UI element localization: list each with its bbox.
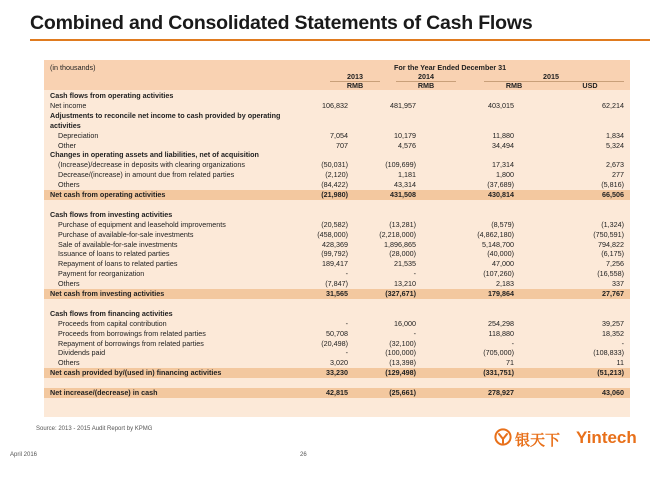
- row-label: Others: [58, 279, 80, 289]
- year-2015: 2015: [543, 72, 559, 81]
- row-value: (28,000): [389, 249, 416, 259]
- row-value: (2,120): [325, 170, 348, 180]
- row-value: 1,834: [606, 130, 624, 140]
- row-label: Decrease/(increase) in amount due from related parties: [58, 170, 235, 180]
- unit-note: (in thousands): [50, 63, 96, 72]
- row-label: Dividends paid: [58, 348, 106, 358]
- row-value: 1,800: [496, 170, 514, 180]
- row-value: 13,210: [394, 279, 416, 289]
- row-value: (20,582): [321, 219, 348, 229]
- title-underline: [30, 39, 650, 41]
- row-value: (37,689): [487, 180, 514, 190]
- row-value: (13,281): [389, 219, 416, 229]
- row-label: Depreciation: [58, 130, 99, 140]
- currency-rmb-2013: RMB: [346, 81, 364, 90]
- row-value: -: [413, 269, 416, 279]
- row-value: (7,847): [325, 279, 348, 289]
- row-label: Net cash from investing activities: [50, 289, 165, 298]
- row-value: 430,814: [488, 190, 514, 199]
- row-label: Proceeds from borrowings from related parties: [58, 328, 206, 338]
- row-label: Repayment of loans to related parties: [58, 259, 178, 269]
- year-2014: 2014: [418, 72, 434, 81]
- period-label: For the Year Ended December 31: [394, 63, 507, 72]
- yintech-logo: [494, 427, 654, 449]
- row-value: 47,000: [492, 259, 514, 269]
- row-value: (20,498): [321, 338, 348, 348]
- row-value: (100,000): [385, 348, 416, 358]
- row-value: (327,671): [385, 289, 416, 298]
- row-value: (25,661): [389, 388, 416, 397]
- row-label: Net cash provided by/(used in) financing activities: [50, 368, 222, 378]
- row-value: 66,506: [602, 190, 624, 199]
- row-value: 5,148,700: [482, 239, 514, 249]
- row-value: -: [345, 269, 348, 279]
- row-value: 11,880: [492, 130, 514, 140]
- row-label: Repayment of borrowings from related parties: [58, 338, 204, 348]
- row-value: 428,369: [322, 239, 348, 249]
- row-value: -: [511, 338, 514, 348]
- row-value: (129,498): [385, 368, 416, 378]
- footer-date: April 2016: [10, 452, 38, 458]
- row-label: Changes in operating assets and liabilities, net of acquisition: [50, 150, 259, 160]
- row-value: 189,417: [322, 259, 348, 269]
- row-value: 1,181: [398, 170, 416, 180]
- currency-usd-2015: USD: [582, 81, 598, 90]
- row-value: (50,031): [321, 160, 348, 170]
- row-value: (21,980): [321, 190, 348, 199]
- row-value: 179,864: [488, 289, 514, 298]
- row-value: 2,183: [496, 279, 514, 289]
- row-value: 62,214: [602, 100, 624, 110]
- source-note: Source: 2013 - 2015 Audit Report by KPMG: [36, 426, 153, 432]
- row-value: (4,862,180): [477, 229, 514, 239]
- row-value: 11: [616, 358, 624, 368]
- row-label: Others: [58, 358, 80, 368]
- row-value: (5,816): [601, 180, 624, 190]
- row-value: (458,000): [317, 229, 348, 239]
- row-value: 7,054: [330, 130, 348, 140]
- logo-english: Yintech: [576, 428, 637, 447]
- row-value: 1,896,865: [384, 239, 416, 249]
- row-value: 42,815: [326, 388, 348, 397]
- row-value: 27,767: [602, 289, 624, 298]
- row-label: Other: [58, 140, 76, 150]
- row-value: (705,000): [483, 348, 514, 358]
- cash-flow-table: [44, 60, 630, 417]
- row-label: Net cash from operating activities: [50, 190, 166, 199]
- row-value: 31,565: [326, 289, 348, 298]
- row-value: 21,535: [394, 259, 416, 269]
- row-value: 277: [612, 170, 624, 180]
- row-value: 794,822: [598, 239, 624, 249]
- row-label: Purchase of available-for-sale investments: [58, 229, 194, 239]
- row-value: 707: [336, 140, 348, 150]
- row-value: (8,579): [491, 219, 514, 229]
- row-label: Adjustments to reconcile net income to cash provided by operating: [50, 110, 281, 120]
- row-value: 18,352: [602, 328, 624, 338]
- row-label: Payment for reorganization: [58, 269, 145, 279]
- row-value: 33,230: [326, 368, 348, 378]
- row-value: -: [621, 338, 624, 348]
- row-label: Cash flows from financing activities: [50, 308, 173, 318]
- row-value: 106,832: [322, 100, 348, 110]
- year-2013: 2013: [347, 72, 363, 81]
- yintech-logo-icon: [494, 428, 512, 446]
- currency-rmb-2015: RMB: [505, 81, 523, 90]
- row-value: 71: [506, 358, 514, 368]
- row-value: (99,792): [321, 249, 348, 259]
- row-value: 16,000: [394, 318, 416, 328]
- row-value: (84,422): [321, 180, 348, 190]
- row-value: 337: [612, 279, 624, 289]
- row-value: (13,398): [389, 358, 416, 368]
- row-value: 4,576: [398, 140, 416, 150]
- row-label: Purchase of equipment and leasehold improvements: [58, 219, 226, 229]
- row-value: 50,708: [326, 328, 348, 338]
- row-label: Issuance of loans to related parties: [58, 249, 170, 259]
- row-label: Proceeds from capital contribution: [58, 318, 167, 328]
- row-label: Net increase/(decrease) in cash: [50, 388, 158, 397]
- row-value: (6,175): [601, 249, 624, 259]
- row-value: (108,833): [593, 348, 624, 358]
- row-label: Cash flows from investing activities: [50, 209, 173, 219]
- row-label: Cash flows from operating activities: [50, 91, 174, 100]
- row-value: 481,957: [390, 100, 416, 110]
- row-label: (Increase)/decrease in deposits with clearing organizations: [58, 160, 245, 170]
- page-title: Combined and Consolidated Statements of Cash Flows: [30, 12, 533, 34]
- row-value: (2,218,000): [379, 229, 416, 239]
- row-value: 39,257: [602, 318, 624, 328]
- row-value: 17,314: [492, 160, 514, 170]
- row-value: 34,494: [492, 140, 514, 150]
- row-value: (16,558): [597, 269, 624, 279]
- logo-chinese: 银天下: [515, 432, 561, 449]
- row-label: Net income: [50, 100, 87, 110]
- row-value: (331,751): [483, 368, 514, 378]
- row-label: Others: [58, 180, 80, 190]
- row-value: 10,179: [394, 130, 416, 140]
- row-value: (32,100): [389, 338, 416, 348]
- row-value: -: [345, 318, 348, 328]
- row-value: 403,015: [488, 100, 514, 110]
- row-value: (107,260): [483, 269, 514, 279]
- row-value: (109,699): [385, 160, 416, 170]
- row-value: 3,020: [330, 358, 348, 368]
- row-value: -: [413, 328, 416, 338]
- row-label: Sale of available-for-sale investments: [58, 239, 178, 249]
- row-value: (1,324): [601, 219, 624, 229]
- row-value: 5,324: [606, 140, 624, 150]
- row-value: (750,591): [593, 229, 624, 239]
- page-number: 26: [300, 452, 307, 458]
- row-value: -: [345, 348, 348, 358]
- row-value: (40,000): [487, 249, 514, 259]
- row-value: 2,673: [606, 160, 624, 170]
- row-value: 118,880: [488, 328, 514, 338]
- row-value: 254,298: [488, 318, 514, 328]
- row-value: (51,213): [597, 368, 624, 378]
- row-label: activities: [50, 120, 81, 130]
- row-value: 43,314: [394, 180, 416, 190]
- row-value: 431,508: [390, 190, 416, 199]
- row-value: 7,256: [606, 259, 624, 269]
- currency-rmb-2014: RMB: [417, 81, 435, 90]
- row-value: 278,927: [488, 388, 514, 397]
- row-value: 43,060: [602, 388, 624, 397]
